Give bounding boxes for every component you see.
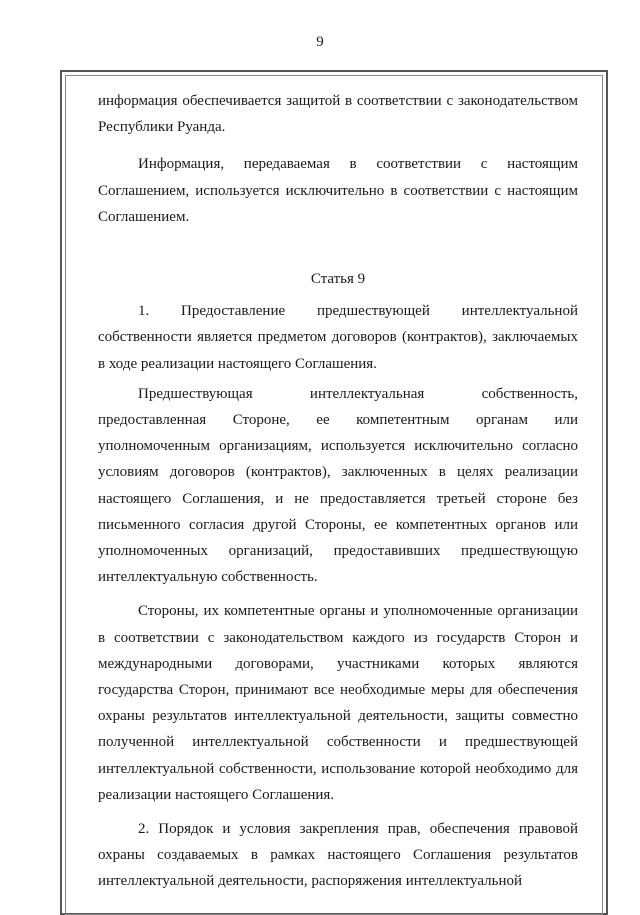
article-heading: Статья 9 [310, 271, 366, 288]
paragraph-ip-protection-measures: Стороны, их компетентные органы и уполномоченные организации в соответствии с законодательством каждого из государств Сторон и международными договорами, участниками которых являются государства Сторон, принимают все необходимые меры для обеспечения охраны результатов интеллектуальной деятельности, защиты совместно полученной интеллектуальной собственности и предшествующей интеллектуальной собственности, использование которой необходимо для реализации настоящего Соглашения. [98, 603, 578, 803]
paragraph-continuation: информация обеспечивается защитой в соответствии с законодательством Республики Руанда. [98, 93, 578, 136]
document-body [98, 88, 578, 895]
paragraph-prior-ip-use: Предшествующая интеллектуальная собственность, предоставленная Стороне, ее компетентным органам или уполномоченным организациям, используется исключительно согласно условиям договоров (контрактов), заключенных в целях реализации настоящего Соглашения, и не предоставляется третьей стороне без письменного согласия другой Стороны, ее компетентных органов или уполномоченных организаций, предоставивших предшествующую интеллектуальную собственность. [98, 385, 578, 586]
paragraph-information-use: Информация, передаваемая в соответствии с настоящим Соглашением, используется исключительно в соответствии с настоящим Соглашением. [98, 156, 578, 225]
page-number: 9 [316, 34, 324, 50]
paragraph-article-9-clause-1: 1. Предоставление предшествующей интеллектуальной собственности является предметом договоров (контрактов), заключаемых в ходе реализации настоящего Соглашения. [98, 303, 578, 372]
paragraph-article-9-clause-2: 2. Порядок и условия закрепления прав, обеспечения правовой охраны создаваемых в рамках настоящего Соглашения результатов интеллектуальной деятельности, распоряжения интеллектуальной [98, 821, 578, 890]
